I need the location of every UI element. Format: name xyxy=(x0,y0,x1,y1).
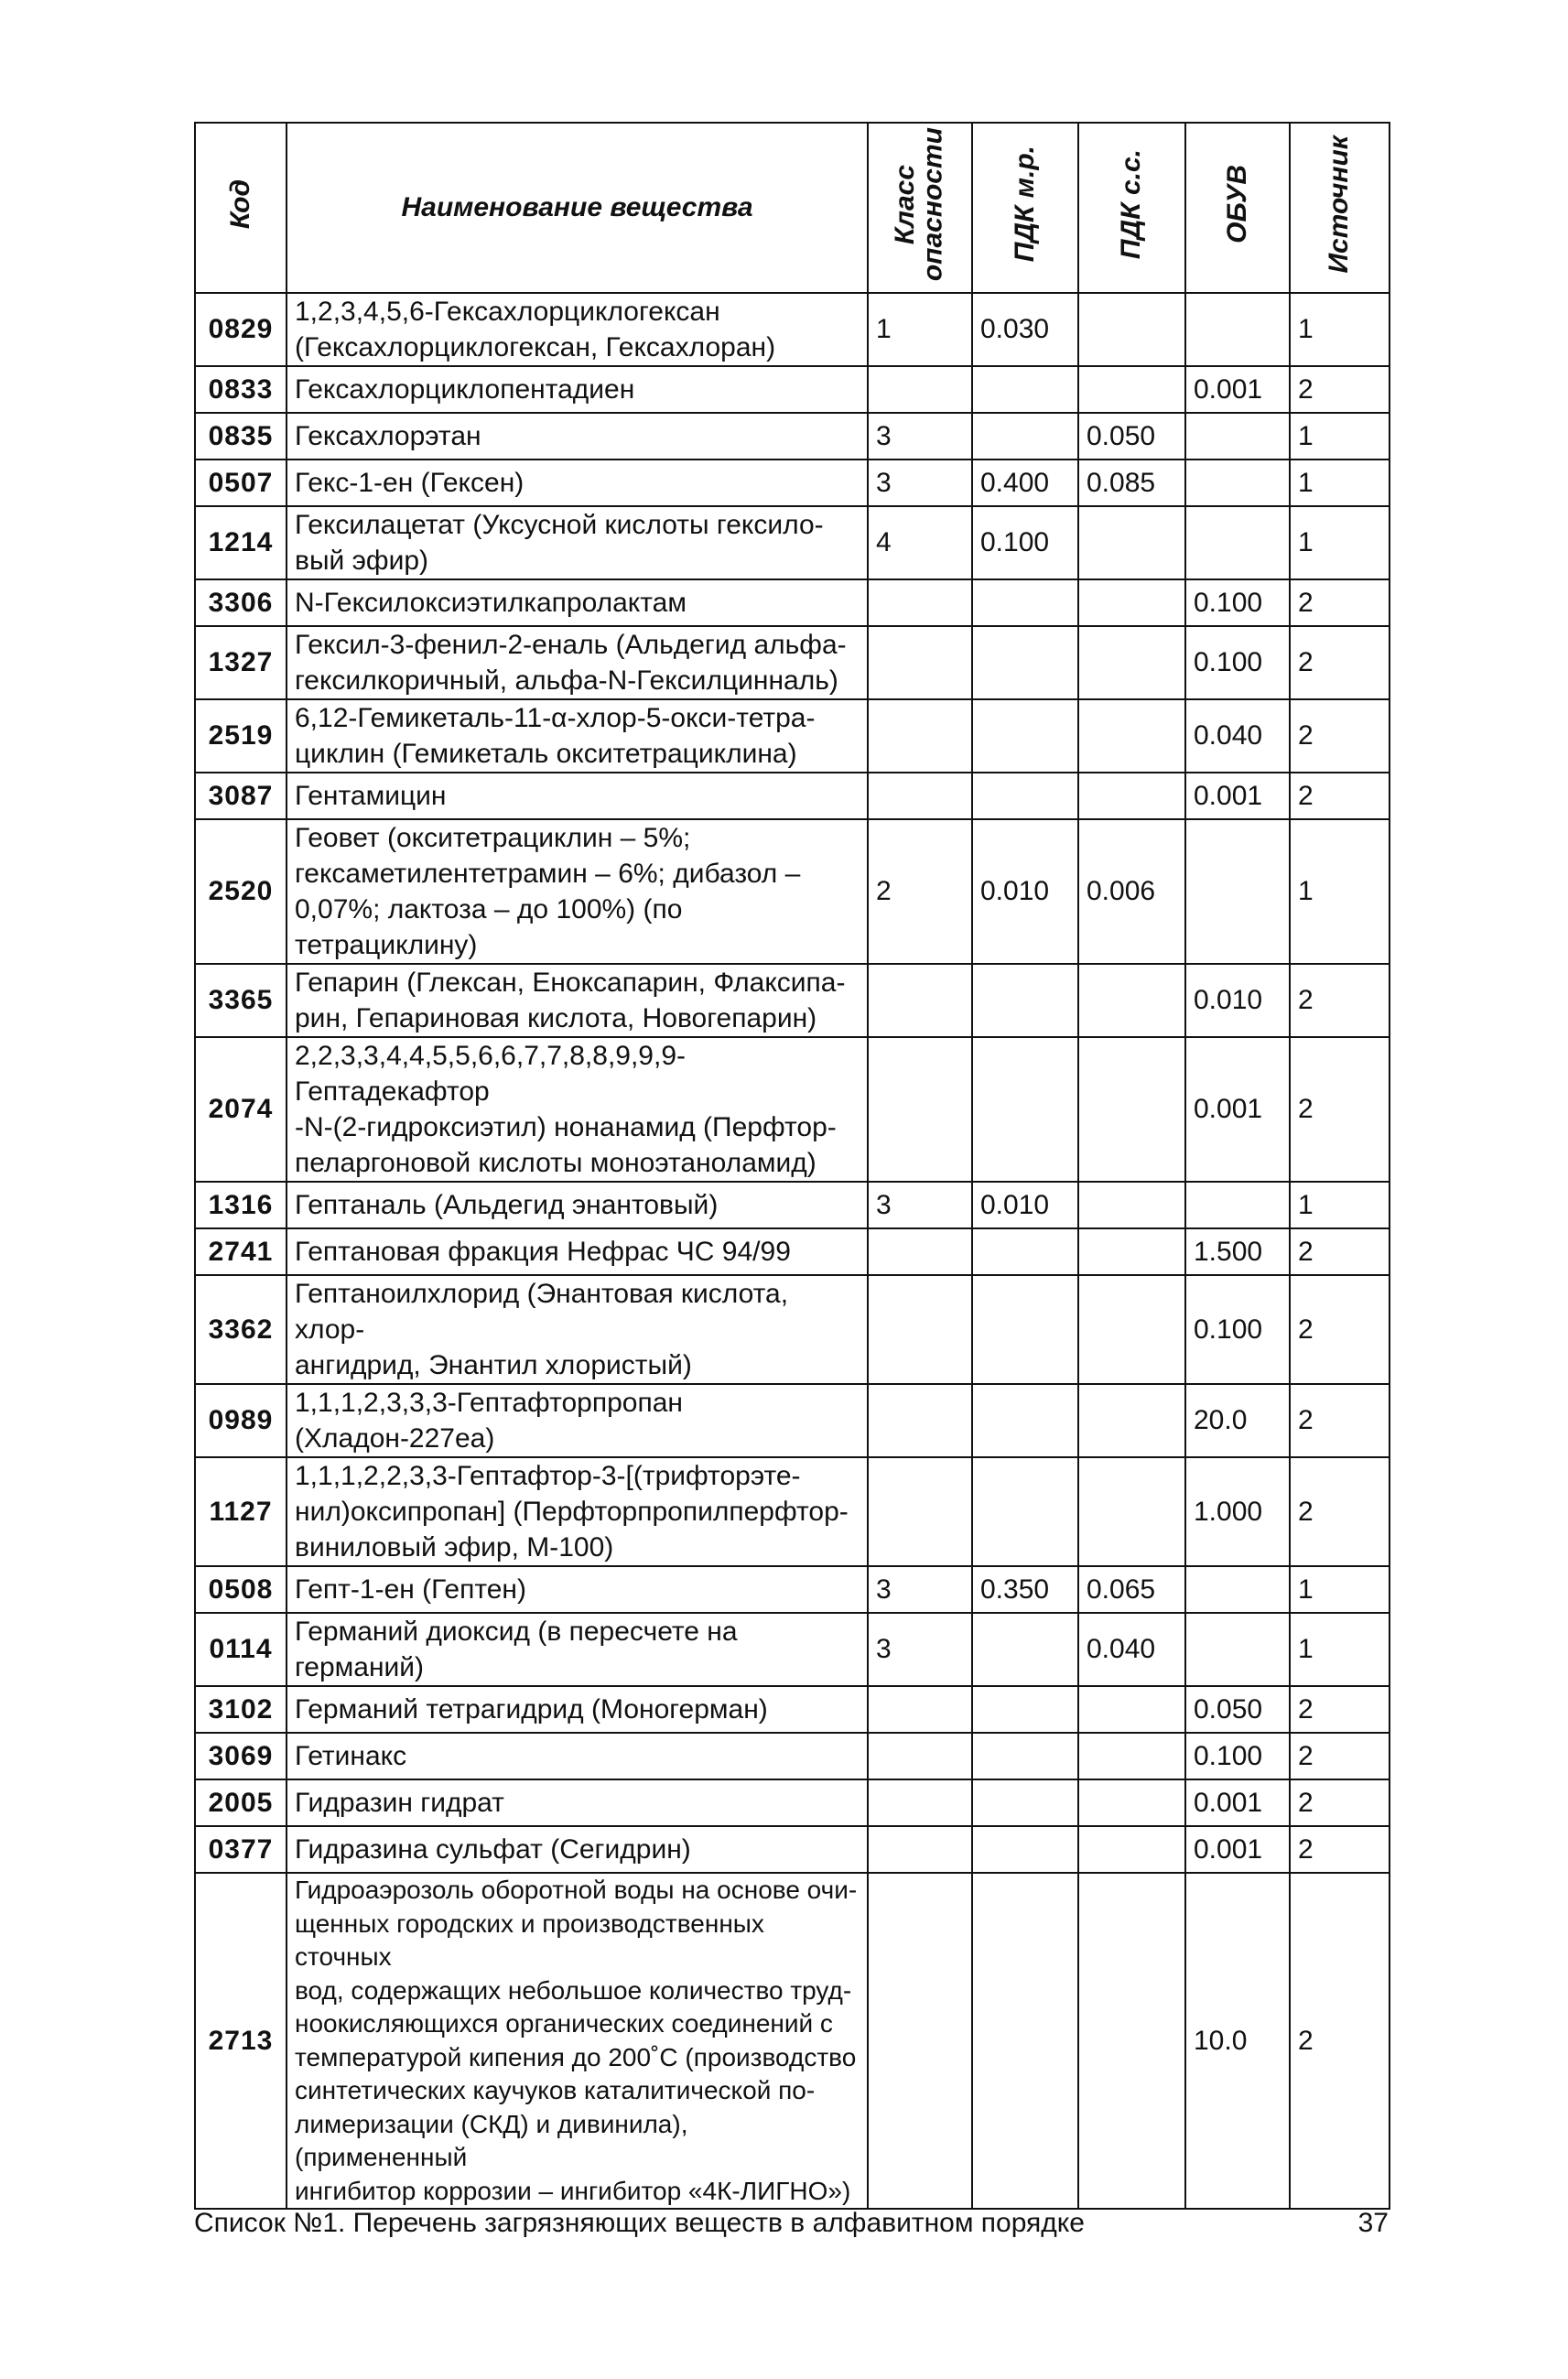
cell-source: 1 xyxy=(1290,460,1390,506)
cell-obuv: 20.0 xyxy=(1185,1384,1290,1457)
cell-name xyxy=(287,1182,868,1228)
cell-obuv: 0.001 xyxy=(1185,1779,1290,1826)
cell-hazard-class: 2 xyxy=(868,819,972,964)
name-line: Гидроаэрозоль оборотной воды на основе очи- xyxy=(295,1876,858,1904)
header-source: Источник xyxy=(1290,123,1390,293)
cell-pdk-ss xyxy=(1078,964,1185,1037)
cell-source: 2 xyxy=(1290,626,1390,699)
cell-name xyxy=(287,964,868,1037)
cell-pdk-ss xyxy=(1078,579,1185,626)
table-row xyxy=(195,366,1390,413)
table-row xyxy=(195,1613,1390,1686)
cell-pdk-mr xyxy=(972,1457,1078,1566)
cell-hazard-class xyxy=(868,1275,972,1384)
cell-pdk-mr xyxy=(972,1826,1078,1873)
cell-obuv: 0.040 xyxy=(1185,699,1290,773)
table-row xyxy=(195,1779,1390,1826)
cell-pdk-mr: 0.100 xyxy=(972,506,1078,579)
cell-code: 0507 xyxy=(195,460,287,506)
name-line: Гексил-3-фенил-2-еналь (Альдегид альфа- xyxy=(295,630,847,660)
cell-hazard-class xyxy=(868,1037,972,1182)
substances-table xyxy=(194,122,1390,2210)
cell-name xyxy=(287,1826,868,1873)
header-hazard-class-line2: опасности xyxy=(918,126,948,282)
cell-pdk-mr: 0.030 xyxy=(972,293,1078,366)
header-code: Код xyxy=(195,123,287,293)
cell-pdk-ss xyxy=(1078,1873,1185,2209)
cell-obuv xyxy=(1185,1613,1290,1686)
header-obuv: ОБУВ xyxy=(1185,123,1290,293)
cell-source: 2 xyxy=(1290,1384,1390,1457)
cell-obuv: 0.050 xyxy=(1185,1686,1290,1733)
cell-pdk-mr xyxy=(972,699,1078,773)
name-line: Гентамицин xyxy=(295,781,447,811)
cell-obuv: 1.000 xyxy=(1185,1457,1290,1566)
name-line: Гидразина сульфат (Сегидрин) xyxy=(295,1834,691,1865)
name-line: Гепарин (Глексан, Еноксапарин, Флаксипа- xyxy=(295,968,846,998)
cell-obuv: 10.0 xyxy=(1185,1873,1290,2209)
cell-pdk-ss xyxy=(1078,1826,1185,1873)
cell-code: 3365 xyxy=(195,964,287,1037)
cell-name xyxy=(287,1384,868,1457)
cell-name xyxy=(287,506,868,579)
footer-title: Список №1. Перечень загрязняющих веществ в алфавитном порядке xyxy=(194,2208,1085,2238)
cell-pdk-mr xyxy=(972,1613,1078,1686)
cell-pdk-mr: 0.010 xyxy=(972,819,1078,964)
cell-code: 1214 xyxy=(195,506,287,579)
cell-pdk-mr xyxy=(972,366,1078,413)
table-row xyxy=(195,1275,1390,1384)
cell-obuv: 0.100 xyxy=(1185,626,1290,699)
cell-source: 2 xyxy=(1290,1826,1390,1873)
table-row xyxy=(195,773,1390,819)
name-line: Гепт-1-ен (Гептен) xyxy=(295,1574,526,1605)
cell-pdk-ss: 0.040 xyxy=(1078,1613,1185,1686)
table-header-row xyxy=(195,123,1390,293)
cell-pdk-mr xyxy=(972,626,1078,699)
name-line: 6,12-Гемикеталь-11-α-хлор-5-окси-тетра- xyxy=(295,703,816,733)
cell-pdk-ss xyxy=(1078,1384,1185,1457)
name-line: Гексахлорциклопентадиен xyxy=(295,374,635,405)
cell-source: 2 xyxy=(1290,964,1390,1037)
cell-code: 2520 xyxy=(195,819,287,964)
cell-pdk-mr xyxy=(972,579,1078,626)
table-row xyxy=(195,1873,1390,2209)
name-line: (Гексахлорциклогексан, Гексахлоран) xyxy=(295,332,776,362)
cell-obuv: 0.001 xyxy=(1185,773,1290,819)
header-hazard-class xyxy=(868,123,972,293)
cell-pdk-ss xyxy=(1078,366,1185,413)
substances-table-container xyxy=(194,122,1389,2210)
cell-hazard-class xyxy=(868,1686,972,1733)
name-line: Гептаноилхлорид (Энантовая кислота, хлор- xyxy=(295,1279,789,1345)
cell-name xyxy=(287,773,868,819)
cell-source: 2 xyxy=(1290,1228,1390,1275)
name-line: гексилкоричный, альфа-N-Гексилцинналь) xyxy=(295,665,838,696)
name-line: ноокисляющихся органических соединений с xyxy=(295,2009,833,2038)
table-row xyxy=(195,293,1390,366)
header-pdk-ss: ПДК с.с. xyxy=(1078,123,1185,293)
cell-code: 1316 xyxy=(195,1182,287,1228)
cell-hazard-class xyxy=(868,1384,972,1457)
header-pdk-mr: ПДК м.р. xyxy=(972,123,1078,293)
name-line: Гептаналь (Альдегид энантовый) xyxy=(295,1190,719,1220)
page-number: 37 xyxy=(1357,2208,1389,2238)
table-row xyxy=(195,1384,1390,1457)
cell-source: 2 xyxy=(1290,579,1390,626)
name-line: 0,07%; лактоза – до 100%) (по тетрациклину) xyxy=(295,894,683,960)
name-line: пеларгоновой кислоты моноэтаноламид) xyxy=(295,1148,816,1178)
cell-pdk-ss xyxy=(1078,699,1185,773)
cell-obuv: 0.001 xyxy=(1185,366,1290,413)
name-line: N-Гексилоксиэтилкапролактам xyxy=(295,588,687,618)
cell-code: 3087 xyxy=(195,773,287,819)
cell-hazard-class xyxy=(868,964,972,1037)
cell-code: 1327 xyxy=(195,626,287,699)
cell-code: 2519 xyxy=(195,699,287,773)
cell-name xyxy=(287,293,868,366)
cell-pdk-ss: 0.065 xyxy=(1078,1566,1185,1613)
cell-pdk-ss xyxy=(1078,1037,1185,1182)
cell-pdk-ss xyxy=(1078,1686,1185,1733)
table-row xyxy=(195,1826,1390,1873)
cell-hazard-class xyxy=(868,579,972,626)
cell-pdk-mr: 0.010 xyxy=(972,1182,1078,1228)
cell-name xyxy=(287,626,868,699)
cell-pdk-ss: 0.006 xyxy=(1078,819,1185,964)
cell-source: 2 xyxy=(1290,699,1390,773)
cell-pdk-mr xyxy=(972,413,1078,460)
header-name: Наименование вещества xyxy=(287,123,868,293)
cell-pdk-mr xyxy=(972,964,1078,1037)
cell-pdk-mr: 0.350 xyxy=(972,1566,1078,1613)
cell-code: 3102 xyxy=(195,1686,287,1733)
table-row xyxy=(195,460,1390,506)
cell-pdk-mr: 0.400 xyxy=(972,460,1078,506)
name-line: Германий диоксид (в пересчете на германий) xyxy=(295,1617,738,1682)
cell-obuv: 0.100 xyxy=(1185,579,1290,626)
cell-hazard-class xyxy=(868,773,972,819)
cell-pdk-ss xyxy=(1078,1228,1185,1275)
cell-code: 3362 xyxy=(195,1275,287,1384)
cell-hazard-class: 3 xyxy=(868,460,972,506)
name-line: Гексилацетат (Уксусной кислоты гексило- xyxy=(295,510,824,540)
table-row xyxy=(195,964,1390,1037)
cell-pdk-mr xyxy=(972,1228,1078,1275)
name-line: щенных городских и производственных сточных xyxy=(295,1909,764,1971)
cell-name xyxy=(287,460,868,506)
cell-pdk-ss xyxy=(1078,506,1185,579)
cell-source: 2 xyxy=(1290,366,1390,413)
cell-pdk-ss: 0.050 xyxy=(1078,413,1185,460)
name-line: Геовет (окситетрациклин – 5%; xyxy=(295,823,691,853)
name-line: Гетинакс xyxy=(295,1741,407,1771)
name-line: 1,2,3,4,5,6-Гексахлорциклогексан xyxy=(295,297,720,327)
cell-code: 2741 xyxy=(195,1228,287,1275)
name-line: лимеризации (СКД) и дивинила), (примененный xyxy=(295,2109,688,2171)
cell-source: 1 xyxy=(1290,506,1390,579)
cell-source: 2 xyxy=(1290,773,1390,819)
cell-obuv xyxy=(1185,1566,1290,1613)
table-row xyxy=(195,506,1390,579)
cell-name xyxy=(287,366,868,413)
cell-code: 2074 xyxy=(195,1037,287,1182)
name-line: Гидразин гидрат xyxy=(295,1788,504,1818)
cell-pdk-ss xyxy=(1078,773,1185,819)
cell-name xyxy=(287,1873,868,2209)
cell-name xyxy=(287,413,868,460)
cell-obuv: 1.500 xyxy=(1185,1228,1290,1275)
cell-name xyxy=(287,819,868,964)
cell-name xyxy=(287,1566,868,1613)
table-body xyxy=(195,293,1390,2209)
cell-name xyxy=(287,1228,868,1275)
cell-source: 1 xyxy=(1290,293,1390,366)
cell-source: 2 xyxy=(1290,1457,1390,1566)
cell-hazard-class xyxy=(868,1228,972,1275)
cell-source: 1 xyxy=(1290,819,1390,964)
cell-code: 0835 xyxy=(195,413,287,460)
cell-pdk-ss xyxy=(1078,1733,1185,1779)
name-line: ингибитор коррозии – ингибитор «4К-ЛИГНО») xyxy=(295,2176,851,2205)
name-line: гексаметилентетрамин – 6%; дибазол – xyxy=(295,859,801,889)
cell-name xyxy=(287,579,868,626)
cell-hazard-class xyxy=(868,1873,972,2209)
name-line: рин, Гепариновая кислота, Новогепарин) xyxy=(295,1003,817,1033)
name-line: температурой кипения до 200˚С (производство xyxy=(295,2042,857,2071)
table-row xyxy=(195,819,1390,964)
table-row xyxy=(195,1566,1390,1613)
cell-obuv xyxy=(1185,506,1290,579)
cell-source: 1 xyxy=(1290,1182,1390,1228)
name-line: Германий тетрагидрид (Моногерман) xyxy=(295,1694,768,1725)
name-line: вод, содержащих небольшое количество труд- xyxy=(295,1975,852,2005)
cell-pdk-mr xyxy=(972,1779,1078,1826)
cell-pdk-ss xyxy=(1078,1457,1185,1566)
name-line: 2,2,3,3,4,4,5,5,6,6,7,7,8,8,9,9,9-Гептадекафтор xyxy=(295,1041,686,1107)
cell-obuv xyxy=(1185,460,1290,506)
name-line: -N-(2-гидроксиэтил) нонанамид (Перфтор- xyxy=(295,1112,837,1142)
name-line: 1,1,1,2,2,3,3-Гептафтор-3-[(трифторэте- xyxy=(295,1461,801,1491)
cell-obuv: 0.100 xyxy=(1185,1733,1290,1779)
cell-name xyxy=(287,1779,868,1826)
table-row xyxy=(195,1228,1390,1275)
name-line: Гексахлорэтан xyxy=(295,421,481,451)
cell-code: 2713 xyxy=(195,1873,287,2209)
table-row xyxy=(195,1182,1390,1228)
cell-name xyxy=(287,1686,868,1733)
cell-hazard-class: 3 xyxy=(868,1182,972,1228)
table-row xyxy=(195,1686,1390,1733)
cell-source: 2 xyxy=(1290,1733,1390,1779)
name-line: циклин (Гемикеталь окситетрациклина) xyxy=(295,739,797,769)
cell-pdk-ss xyxy=(1078,293,1185,366)
cell-hazard-class: 3 xyxy=(868,413,972,460)
cell-hazard-class: 4 xyxy=(868,506,972,579)
cell-hazard-class: 1 xyxy=(868,293,972,366)
cell-obuv xyxy=(1185,819,1290,964)
cell-code: 3069 xyxy=(195,1733,287,1779)
cell-hazard-class xyxy=(868,1733,972,1779)
cell-pdk-ss xyxy=(1078,1275,1185,1384)
cell-code: 0833 xyxy=(195,366,287,413)
cell-obuv xyxy=(1185,413,1290,460)
cell-name xyxy=(287,1613,868,1686)
cell-source: 1 xyxy=(1290,1613,1390,1686)
cell-source: 2 xyxy=(1290,1779,1390,1826)
cell-hazard-class xyxy=(868,626,972,699)
cell-hazard-class xyxy=(868,699,972,773)
table-row xyxy=(195,579,1390,626)
cell-hazard-class xyxy=(868,1826,972,1873)
cell-hazard-class xyxy=(868,1779,972,1826)
cell-pdk-mr xyxy=(972,773,1078,819)
cell-pdk-mr xyxy=(972,1275,1078,1384)
cell-source: 2 xyxy=(1290,1686,1390,1733)
cell-pdk-mr xyxy=(972,1384,1078,1457)
name-line: виниловый эфир, М-100) xyxy=(295,1532,614,1563)
cell-pdk-mr xyxy=(972,1873,1078,2209)
table-row xyxy=(195,699,1390,773)
table-row xyxy=(195,1457,1390,1566)
cell-source: 1 xyxy=(1290,413,1390,460)
cell-name xyxy=(287,699,868,773)
cell-code: 0377 xyxy=(195,1826,287,1873)
cell-obuv xyxy=(1185,1182,1290,1228)
cell-code: 1127 xyxy=(195,1457,287,1566)
cell-source: 1 xyxy=(1290,1566,1390,1613)
cell-code: 0989 xyxy=(195,1384,287,1457)
cell-hazard-class: 3 xyxy=(868,1613,972,1686)
cell-source: 2 xyxy=(1290,1873,1390,2209)
cell-name xyxy=(287,1733,868,1779)
cell-obuv: 0.001 xyxy=(1185,1826,1290,1873)
cell-source: 2 xyxy=(1290,1037,1390,1182)
cell-code: 3306 xyxy=(195,579,287,626)
cell-name xyxy=(287,1037,868,1182)
name-line: синтетических каучуков каталитической по- xyxy=(295,2076,816,2104)
cell-obuv: 0.100 xyxy=(1185,1275,1290,1384)
cell-hazard-class xyxy=(868,366,972,413)
cell-pdk-mr xyxy=(972,1037,1078,1182)
cell-pdk-ss xyxy=(1078,626,1185,699)
cell-pdk-ss xyxy=(1078,1182,1185,1228)
cell-code: 2005 xyxy=(195,1779,287,1826)
table-row xyxy=(195,413,1390,460)
name-line: нил)оксипропан] (Перфторпропилперфтор- xyxy=(295,1497,849,1527)
cell-obuv xyxy=(1185,293,1290,366)
cell-code: 0114 xyxy=(195,1613,287,1686)
name-line: 1,1,1,2,3,3,3-Гептафторпропан (Хладон-227еа) xyxy=(295,1388,683,1454)
cell-name xyxy=(287,1457,868,1566)
table-row xyxy=(195,626,1390,699)
cell-hazard-class xyxy=(868,1457,972,1566)
name-line: Гекс-1-ен (Гексен) xyxy=(295,468,524,498)
cell-obuv: 0.010 xyxy=(1185,964,1290,1037)
cell-pdk-mr xyxy=(972,1733,1078,1779)
cell-obuv: 0.001 xyxy=(1185,1037,1290,1182)
cell-code: 0508 xyxy=(195,1566,287,1613)
table-row xyxy=(195,1037,1390,1182)
cell-pdk-ss xyxy=(1078,1779,1185,1826)
cell-name xyxy=(287,1275,868,1384)
cell-pdk-mr xyxy=(972,1686,1078,1733)
name-line: Гептановая фракция Нефрас ЧС 94/99 xyxy=(295,1237,791,1267)
cell-hazard-class: 3 xyxy=(868,1566,972,1613)
name-line: вый эфир) xyxy=(295,546,429,576)
cell-pdk-ss: 0.085 xyxy=(1078,460,1185,506)
cell-code: 0829 xyxy=(195,293,287,366)
cell-source: 2 xyxy=(1290,1275,1390,1384)
table-row xyxy=(195,1733,1390,1779)
header-hazard-class-line1: Класс xyxy=(890,164,921,244)
name-line: ангидрид, Энантил хлористый) xyxy=(295,1350,692,1380)
